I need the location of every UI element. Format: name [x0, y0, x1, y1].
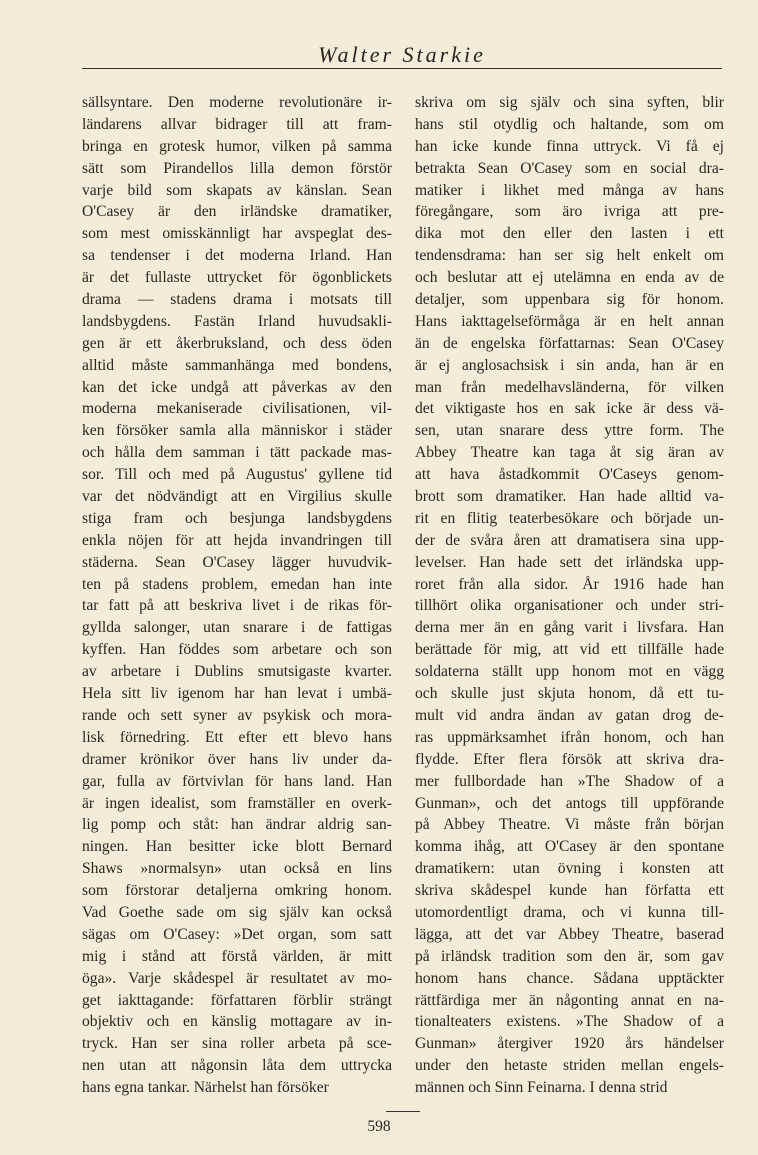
text-line: männen och Sinn Feinarna. I denna strid — [415, 1079, 668, 1097]
text-line: stiga fram och besjunga landsbygdens — [82, 509, 392, 527]
text-line: ken försöker samla alla människor i städer — [82, 422, 392, 440]
running-head: Walter Starkie — [318, 42, 486, 67]
text-line: flydde. Efter flera försök att skriva dra- — [415, 750, 724, 768]
text-line: dramatikern: utan övning i konsten att — [415, 860, 724, 878]
text-line: rande och sett syner av psykisk och mora- — [82, 706, 392, 724]
text-line: der de svåra åren att dramatisera sina upp- — [415, 531, 724, 549]
text-line: sor. Till och med på Augustus' gyllene tid — [82, 466, 392, 484]
text-line: objektiv och en känslig mottagare av in- — [82, 1013, 392, 1031]
text-line: betrakta Sean O'Casey som en social dra- — [415, 159, 724, 177]
right-column — [415, 92, 724, 1099]
text-line: enkla nöjen för att hejda invandringen till — [82, 531, 392, 549]
folio-rule — [386, 1111, 420, 1112]
text-line: under den hetaste striden mellan engels- — [415, 1057, 724, 1075]
text-line: ländarens allvar bidrager till att fram- — [82, 115, 392, 133]
text-line: han icke kunde finna uttryck. Vi få ej — [415, 137, 724, 155]
text-line: Hans iakttagelseförmåga är en helt annan — [415, 312, 724, 330]
text-line: moderna mekaniserade civilisationen, vil- — [82, 400, 392, 418]
text-line: gar, fulla av förtvivlan för hans land. Han — [82, 772, 392, 790]
text-line: sen, utan snarare dess yttre form. The — [415, 422, 724, 440]
text-line: Gunman» återgiver 1920 års händelser — [415, 1035, 724, 1053]
text-line: kan det icke undgå att påverkas av den — [82, 378, 392, 396]
text-line: mer fullbordade han »The Shadow of a — [415, 772, 724, 790]
text-line: och skulle just skjuta honom, då ett tu- — [415, 685, 724, 703]
left-column — [82, 92, 392, 1099]
text-line: ten på stadens problem, emedan han inte — [82, 575, 392, 593]
text-line: mult vid andra ändan av gatan drog de- — [415, 706, 724, 724]
text-line: är det fullaste uttrycket för ögonblickets — [82, 269, 392, 287]
text-line: landsbygdens. Fastän Irland huvudsakli- — [82, 312, 392, 330]
text-line: ningen. Han besitter icke blott Bernard — [82, 838, 392, 856]
text-line: Hela sitt liv igenom har han levat i umbä- — [82, 685, 392, 703]
text-line: man från medelhavsländerna, för vilken — [415, 378, 724, 396]
text-line: städerna. Sean O'Casey lägger huvudvik- — [82, 553, 392, 571]
text-line: att hava åstadkommit O'Caseys genom- — [415, 466, 724, 484]
text-line: matiker i likhet med många av hans — [415, 181, 724, 199]
header-rule — [82, 68, 722, 69]
text-line: rättfärdiga mer än någonting annat en na- — [415, 991, 724, 1009]
text-line: Gunman», och det antogs till uppförande — [415, 794, 724, 812]
text-line: sällsyntare. Den moderne revolutionäre ir- — [82, 94, 392, 111]
text-line: föregångare, som äro ivriga att pre- — [415, 203, 724, 221]
text-line: detaljer, som uppenbara sig för honom. — [415, 291, 724, 309]
text-line: get iakttagande: författaren förblir strängt — [82, 991, 392, 1009]
text-line: gen är ett åkerbruksland, och dess öden — [82, 334, 392, 352]
text-line: sätt som Pirandellos lilla demon förstör — [82, 159, 392, 177]
text-line: dramer krönikor över hans liv under da- — [82, 750, 392, 768]
text-line: alltid måste sammanhänga med bondens, — [82, 356, 392, 374]
text-line: dika mot den eller den lasten i ett — [415, 225, 724, 243]
text-line: komma ihåg, att O'Casey är den spontane — [415, 838, 724, 856]
text-line: än de engelska författarnas: Sean O'Casey — [415, 334, 724, 352]
text-line: var det nödvändigt att en Virgilius skulle — [82, 488, 392, 506]
text-line: hans stil otydlig och haltande, som om — [415, 115, 724, 133]
text-line: soldaterna ställt upp honom mot en vägg — [415, 663, 724, 681]
text-line: sa tendenser i det moderna Irland. Han — [82, 247, 392, 265]
text-line: Vad Goethe sade om sig själv kan också — [82, 903, 392, 921]
text-line: och beslutar att ej utelämna en enda av de — [415, 269, 724, 287]
text-line: roret från alla sidor. År 1916 hade han — [415, 575, 724, 593]
text-line: ras uppmärksamhet ifrån honom, och han — [415, 728, 724, 746]
text-line: brott som dramatiker. Han hade alltid va- — [415, 488, 724, 506]
text-line: som förstorar detaljerna omkring honom. — [82, 882, 392, 900]
text-line: det viktigaste hos en sak icke är dess vä- — [415, 400, 724, 418]
text-line: nen utan att någonsin låta dem uttrycka — [82, 1057, 392, 1075]
text-line: av arbetare i Dublins smutsigaste kvarter. — [82, 663, 392, 681]
text-line: levelser. Han hade sett det irländska upp- — [415, 553, 724, 571]
text-line: skriva skådespel kunde han författa ett — [415, 882, 724, 900]
text-line: utomordentligt drama, och vi kunna till- — [415, 903, 724, 921]
text-line: Abbey Theatre kan taga åt sig äran av — [415, 444, 724, 462]
text-line: tar fatt på att beskriva livet i de rikas för- — [82, 597, 392, 615]
text-line: tionalteaters existens. »The Shadow of a — [415, 1013, 724, 1031]
text-line: sägas om O'Casey: »Det organ, som satt — [82, 925, 392, 943]
text-line: gyllda salonger, utan snarare i de fattigas — [82, 619, 392, 637]
text-line: på irländsk tradition som den är, som gav — [415, 947, 724, 965]
page-number: 598 — [367, 1118, 391, 1135]
text-line: tryck. Han ser sina roller arbeta på sce- — [82, 1035, 392, 1053]
text-line: bringa en grotesk humor, vilken på samma — [82, 137, 392, 155]
text-line: tendensdrama: han ser sig helt enkelt om — [415, 247, 724, 265]
text-line: är ej anglosachsisk i sin anda, han är en — [415, 356, 724, 374]
text-line: berättade för mig, att vid ett tillfälle hade — [415, 641, 724, 659]
text-line: hans egna tankar. Närhelst han försöker — [82, 1079, 329, 1097]
text-line: som mest omisskännligt har avspeglat des- — [82, 225, 392, 243]
text-line: mig i stånd att förstå världen, är mitt — [82, 947, 392, 965]
text-line: drama — stadens drama i motsats till — [82, 291, 392, 309]
text-line: lig pomp och ståt: han ändrar aldrig san- — [82, 816, 392, 834]
text-line: derna mer än en gång varit i livsfara. Han — [415, 619, 724, 637]
text-line: skriva om sig själv och sina syften, blir — [415, 94, 724, 111]
text-line: O'Casey är den irländske dramatiker, — [82, 203, 392, 221]
text-line: öga». Varje skådespel är resultatet av mo- — [82, 969, 392, 987]
text-line: kyffen. Han föddes som arbetare och son — [82, 641, 392, 659]
text-line: tillhört olika organisationer och under stri- — [415, 597, 724, 615]
text-line: rit en flitig teaterbesökare och började un- — [415, 509, 724, 527]
text-line: Shaws »normalsyn» utan också en lins — [82, 860, 392, 878]
text-line: honom hans chance. Sådana upptäckter — [415, 969, 724, 987]
text-line: är ingen idealist, som framställer en overk- — [82, 794, 392, 812]
text-line: på Abbey Theatre. Vi måste från början — [415, 816, 724, 834]
text-line: varje bild som skapats av känslan. Sean — [82, 181, 392, 199]
text-line: lägga, att det var Abbey Theatre, baserad — [415, 925, 724, 943]
text-line: lisk förnedring. Ett efter ett blevo hans — [82, 728, 392, 746]
text-line: och hålla dem samman i tätt packade mas- — [82, 444, 392, 462]
